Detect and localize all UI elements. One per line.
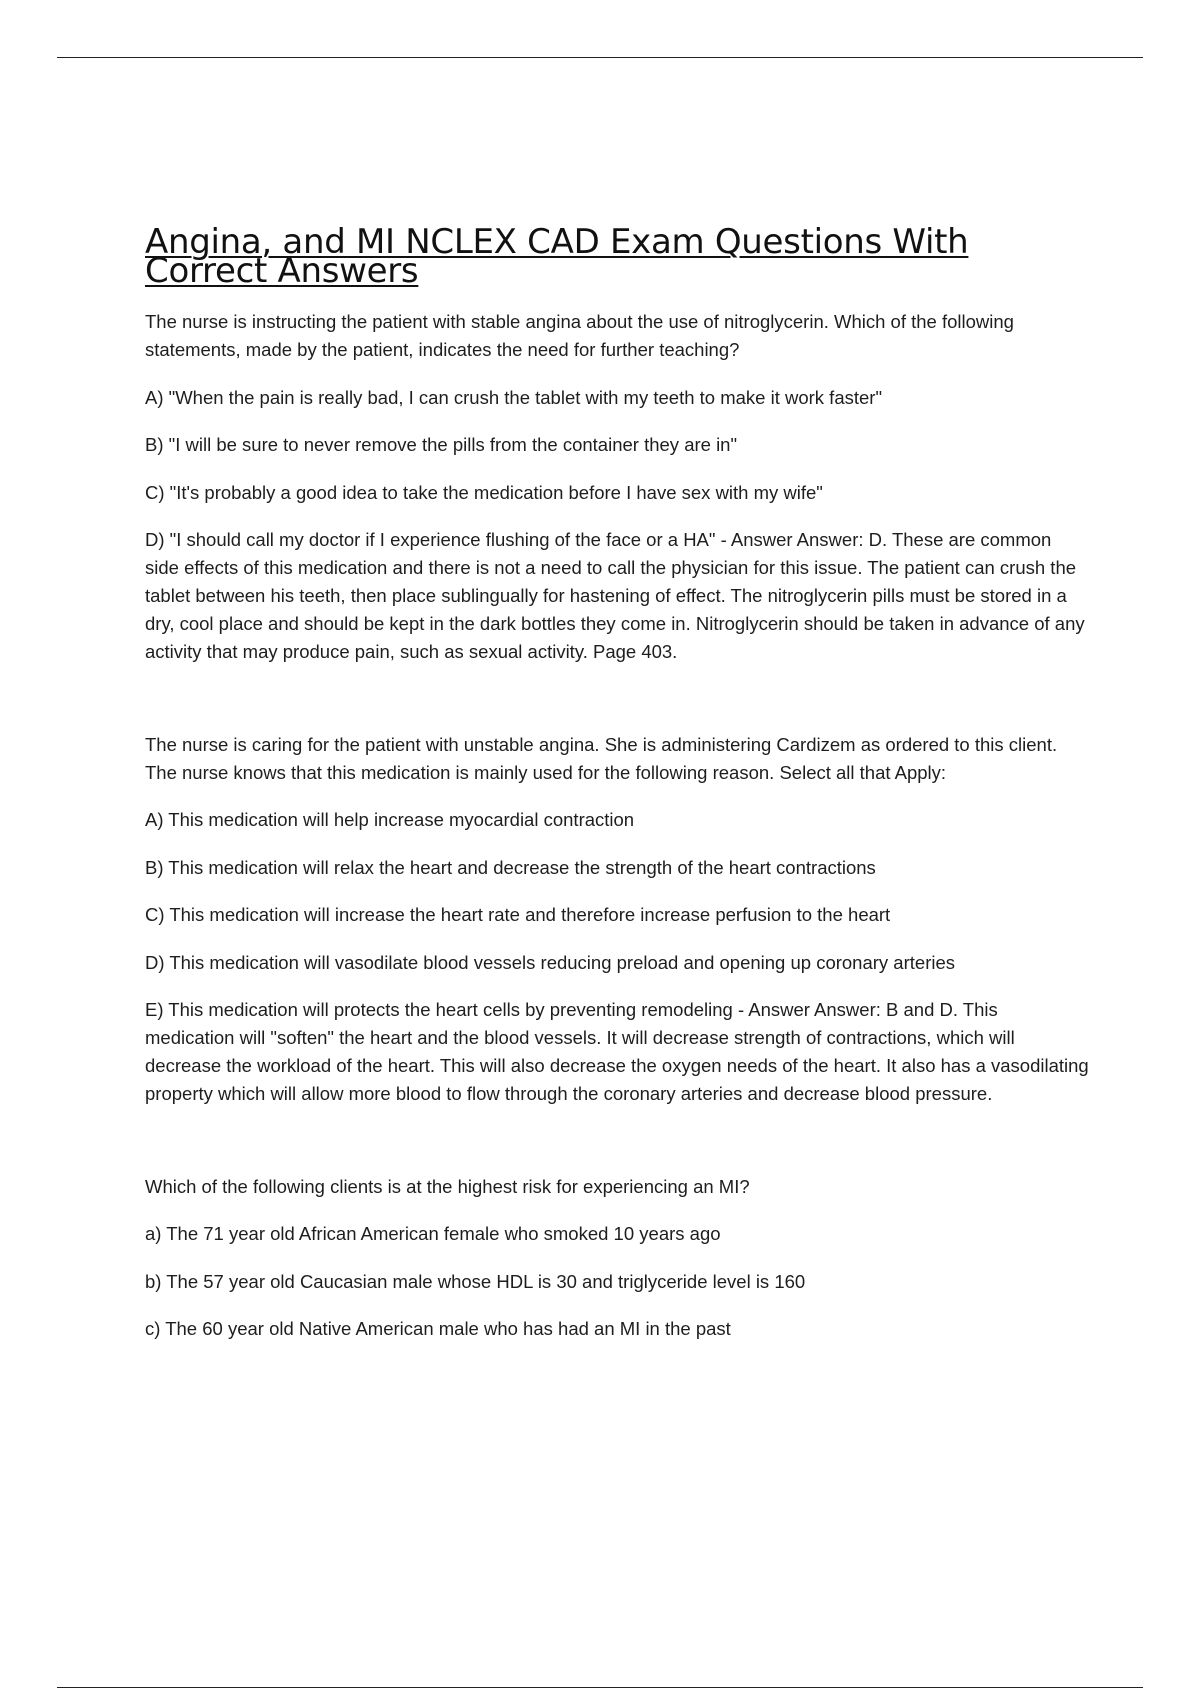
page-bottom-rule [57, 1687, 1143, 1688]
question-1 [145, 308, 1090, 666]
section-spacer [145, 1128, 1090, 1173]
question-stem: Which of the following clients is at the highest risk for experiencing an MI? [145, 1175, 750, 1197]
answer-option: A) This medication will help increase myocardial contraction [145, 809, 635, 830]
question-stem: The nurse is caring for the patient with unstable angina. She is administering Cardizem as ordered to this client. The nurse knows that this medication is mainly used for the following reason. Select all that Apply: [145, 733, 1058, 783]
answer-option: c) The 60 year old Native American male who has had an MI in the past [145, 1318, 731, 1339]
answer-option-with-rationale: D) "I should call my doctor if I experience flushing of the face or a HA" - Answer Answer: D. These are common side effects of this medication and there is not a need to call the physician for this issue. The patient can crush the tablet between his teeth, then place sublingually for hastening of effect. The nitroglycerin pills must be stored in a dry, cool place and should be kept in the dark bottles they come in. Nitroglycerin should be taken in advance of any activity that may produce pain, such as sexual activity. Page 403. [145, 529, 1085, 662]
question-2 [145, 731, 1090, 1109]
question-stem: The nurse is instructing the patient with stable angina about the use of nitroglycerin. Which of the following statements, made by the patient, indicates the need for further teaching? [145, 311, 1014, 360]
document-title: Angina, and MI NCLEX CAD Exam Questions With Correct Answers [145, 222, 969, 291]
page-top-rule [57, 57, 1143, 58]
question-3 [145, 1173, 1090, 1344]
answer-option: B) "I will be sure to never remove the pills from the container they are in" [145, 434, 738, 455]
answer-option: a) The 71 year old African American female who smoked 10 years ago [145, 1223, 721, 1244]
answer-option-with-rationale: E) This medication will protects the heart cells by preventing remodeling - Answer Answer: B and D. This medication will "soften" the heart and the blood vessels. It will decrease strength of contractions, which will decrease the workload of the heart. This will also decrease the oxygen needs of the heart. It also has a vasodilating property which will allow more blood to flow through the coronary arteries and decrease blood pressure. [145, 999, 1089, 1104]
answer-option: C) This medication will increase the heart rate and therefore increase perfusion to the heart [145, 904, 891, 925]
answer-option: A) "When the pain is really bad, I can crush the tablet with my teeth to make it work faster" [145, 386, 883, 408]
answer-option: C) "It's probably a good idea to take the medication before I have sex with my wife" [145, 481, 823, 503]
section-spacer [145, 686, 1090, 731]
answer-option: B) This medication will relax the heart and decrease the strength of the heart contractions [145, 856, 876, 878]
document-body [145, 222, 1090, 1363]
answer-option: D) This medication will vasodilate blood vessels reducing preload and opening up coronary arteries [145, 951, 955, 973]
answer-option: b) The 57 year old Caucasian male whose HDL is 30 and triglyceride level is 160 [145, 1270, 806, 1292]
